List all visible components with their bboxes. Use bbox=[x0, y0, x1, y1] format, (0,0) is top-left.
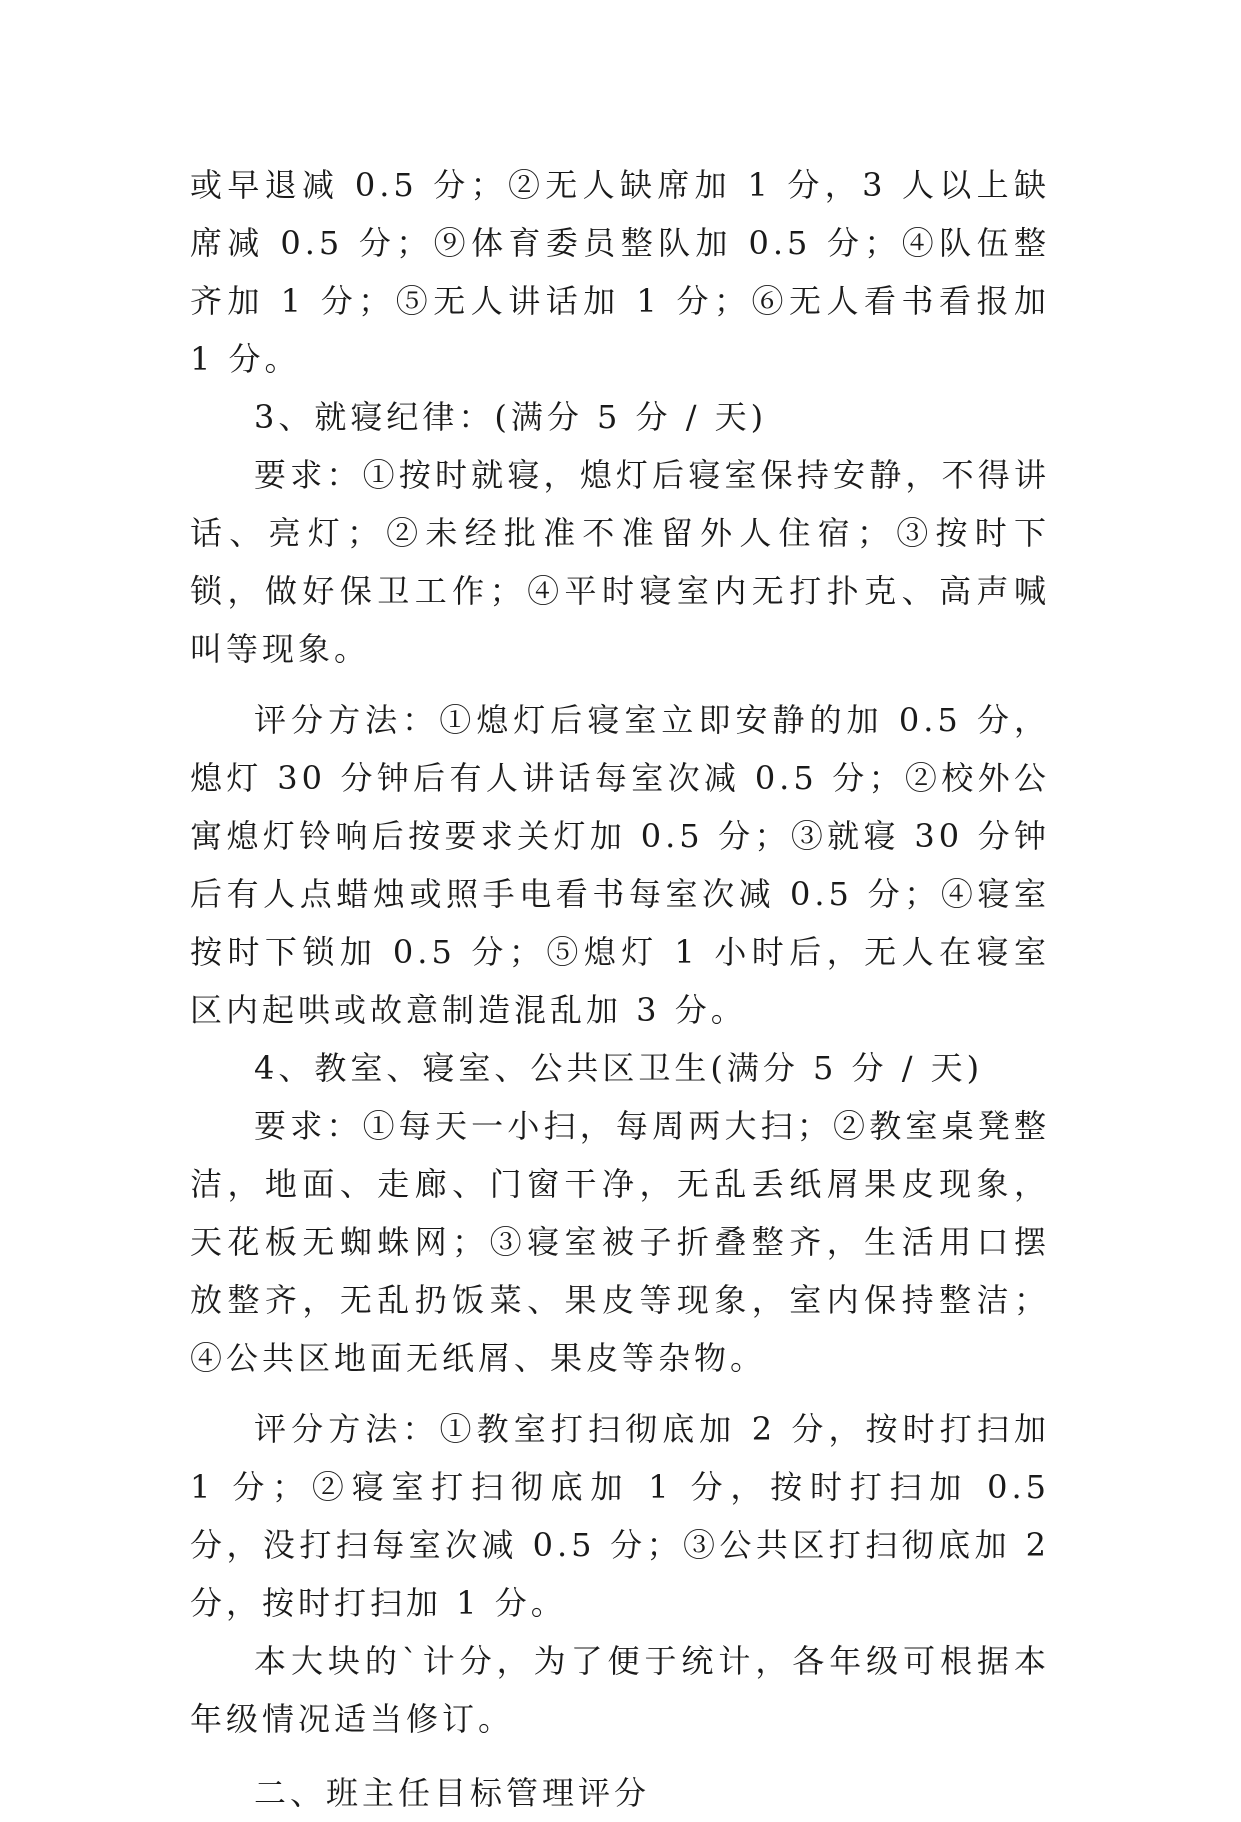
paragraph-note: 本大块的`计分，为了便于统计，各年级可根据本年级情况适当修订。 bbox=[190, 1642, 1050, 1738]
paragraph-hygiene-scoring: 评分方法：①教室打扫彻底加 2 分，按时打扫加 1 分；②寝室打扫彻底加 1 分，按时打扫加 0.5 分，没打扫每室次减 0.5 分；③公共区打扫彻底加 2 分，按时打扫加 1 分。 bbox=[190, 1410, 1050, 1622]
paragraph-continued-scoring: 或早退减 0.5 分；②无人缺席加 1 分，3 人以上缺席减 0.5 分；⑨体育委员整队加 0.5 分；④队伍整齐加 1 分；⑤无人讲话加 1 分；⑥无人看书看报加 1 分。 bbox=[190, 166, 1050, 378]
paragraph-hygiene-requirements: 要求：①每天一小扫，每周两大扫；②教室桌凳整洁，地面、走廊、门窗干净，无乱丢纸屑果皮现象，天花板无蜘蛛网；③寝室被子折叠整齐，生活用口摆放整齐，无乱扔饭菜、果皮等现象，室内保持整洁；④公共区地面无纸屑、果皮等杂物。 bbox=[190, 1107, 1050, 1377]
paragraph-bedtime-requirements: 要求：①按时就寝，熄灯后寝室保持安静，不得讲话、亮灯；②未经批准不准留外人住宿；③按时下锁，做好保卫工作；④平时寝室内无打扑克、高声喊叫等现象。 bbox=[190, 456, 1050, 668]
document-body bbox=[190, 156, 1050, 1822]
heading-bedtime-discipline: 3、就寝纪律：(满分 5 分 / 天) bbox=[254, 398, 768, 436]
heading-hygiene: 4、教室、寝室、公共区卫生(满分 5 分 / 天) bbox=[254, 1049, 984, 1087]
paragraph-bedtime-scoring: 评分方法：①熄灯后寝室立即安静的加 0.5 分，熄灯 30 分钟后有人讲话每室次减 0.5 分；②校外公寓熄灯铃响后按要求关灯加 0.5 分；③就寝 30 分钟后有人点蜡烛或照手电看书每室次减 0.5 分；④寝室按时下锁加 0.5 分；⑤熄灯 1 小时后，无人在寝室区内起哄或故意制造混乱加 3 分。 bbox=[190, 701, 1050, 1029]
heading-section-two: 二、班主任目标管理评分 bbox=[254, 1774, 651, 1812]
